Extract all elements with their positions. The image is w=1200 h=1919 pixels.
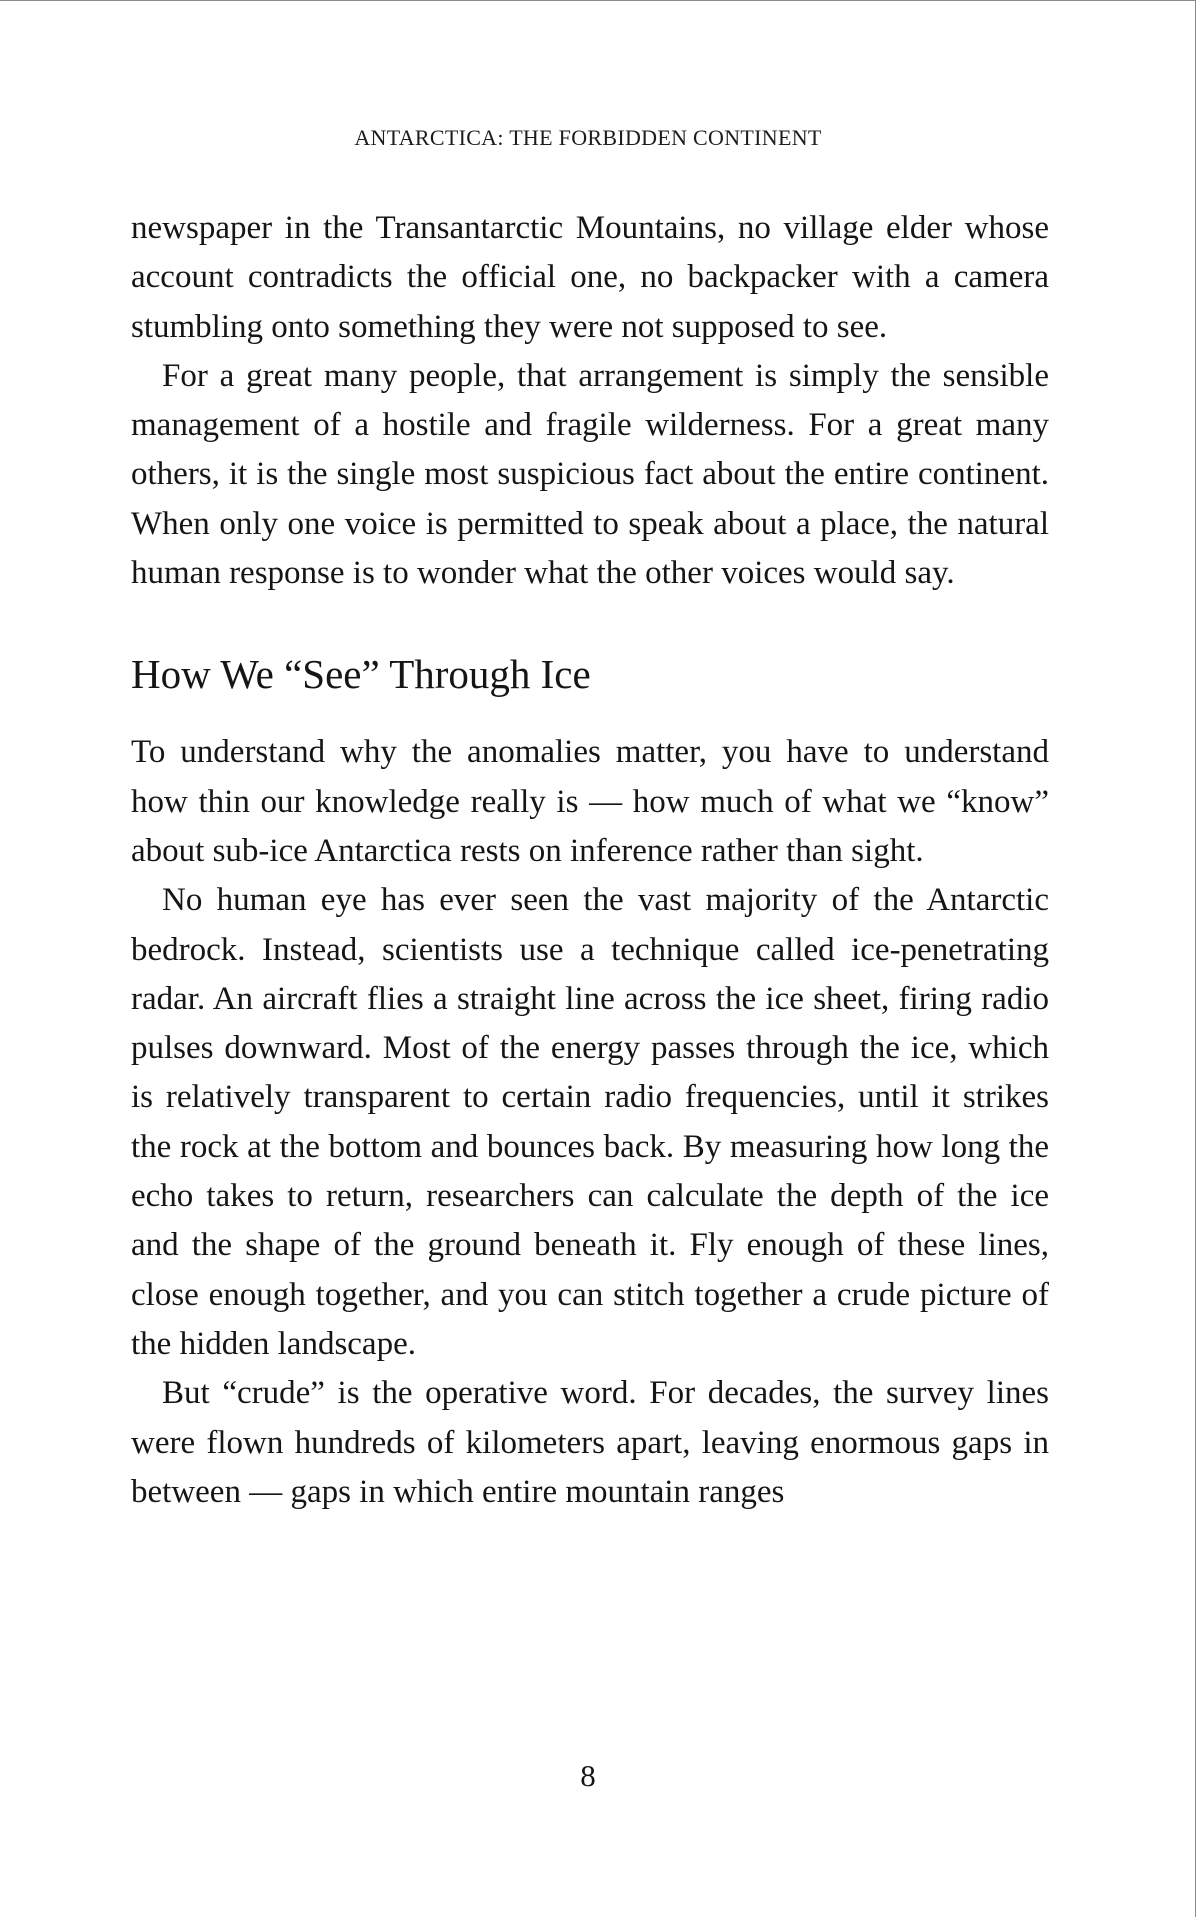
body-paragraph: For a great many people, that arrangement is simply the sensible management of a hostile and fragile wilderness. For a great many others, it is the single most suspicious fact about the entire continent. When only one voice is permitted to speak about a place, the natural human response is to wonder what the other voices would say. (131, 357, 1049, 592)
running-head: ANTARCTICA: THE FORBIDDEN CONTINENT (354, 125, 822, 150)
body-paragraph: No human eye has ever seen the vast majority of the Antarctic bedrock. Instead, scientists use a technique called ice-penetrating radar. An aircraft flies a straight line across the ice sheet, firing radio pulses downward. Most of the energy passes through the ice, which is relatively transparent to certain radio frequencies, until it strikes the rock at the bottom and bounces back. By measuring how long the echo takes to return, researchers can calculate the depth of the ice and the shape of the ground beneath it. Fly enough of these lines, close enough together, and you can stitch together a crude picture of the hidden landscape. (131, 882, 1049, 1362)
body-paragraph-continued: newspaper in the Transantarctic Mountains, no village elder whose account contradicts the official one, no backpacker with a camera stumbling onto something they were not supposed to see. (131, 210, 1049, 345)
section-spacer (131, 704, 1049, 728)
section-spacer (131, 598, 1049, 644)
body-paragraph: But “crude” is the operative word. For decades, the survey lines were flown hundreds of kilometers apart, leaving enormous gaps in between — gaps in which entire mountain ranges (131, 1375, 1049, 1510)
section-heading: How We “See” Through Ice (131, 651, 591, 698)
page-number: 8 (580, 1758, 596, 1793)
body-paragraph-first: To understand why the anomalies matter, you have to understand how thin our knowledge really is — how much of what we “know” about sub-ice Antarctica rests on inference rather than sight. (131, 734, 1049, 869)
page-body (131, 204, 1049, 1517)
